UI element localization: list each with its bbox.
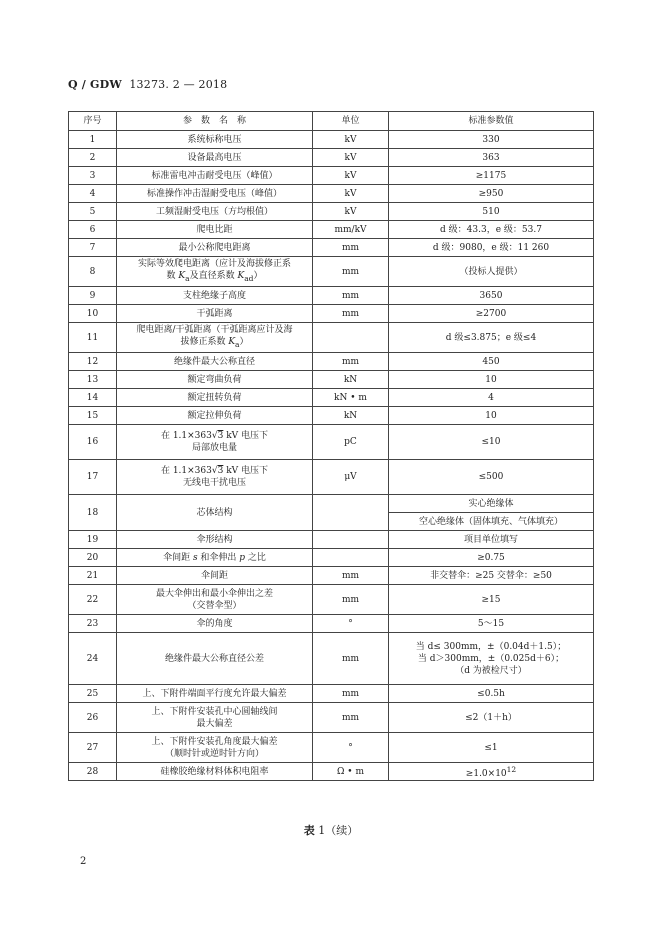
row-value: ≤1 (389, 733, 594, 763)
row-name: 最小公称爬电距离 (117, 239, 313, 257)
row-value: ≤0.5h (389, 685, 594, 703)
row-no: 17 (69, 460, 117, 495)
table-row (69, 239, 594, 257)
row-name-line2: 最大偏差 (196, 718, 233, 729)
row-name-text: kV 电压下 (223, 431, 269, 441)
symbol-k: K (178, 271, 186, 282)
row-no: 13 (69, 371, 117, 389)
row-name: 额定拉伸负荷 (117, 407, 313, 425)
row-no: 16 (69, 425, 117, 460)
row-unit: mm (313, 287, 389, 305)
standard-number: 13273. 2 — 2018 (129, 78, 228, 91)
symbol-k: K (228, 337, 236, 348)
row-value: 10 (389, 371, 594, 389)
row-name-text: ） (253, 271, 263, 282)
row-value: 450 (389, 353, 594, 371)
row-unit: mm (313, 567, 389, 585)
row-no: 14 (69, 389, 117, 407)
row-name: 伞的角度 (117, 615, 313, 633)
symbol-sub: a (235, 339, 240, 349)
row-name (117, 323, 313, 353)
row-unit: kV (313, 149, 389, 167)
row-value: 项目单位填写 (389, 531, 594, 549)
row-name (117, 257, 313, 287)
row-unit: μV (313, 460, 389, 495)
col-header-name: 参 数 名 称 (117, 112, 313, 131)
row-name: 额定弯曲负荷 (117, 371, 313, 389)
parameter-table (68, 111, 594, 781)
row-no: 24 (69, 633, 117, 685)
table-row (69, 353, 594, 371)
row-no: 22 (69, 585, 117, 615)
row-value: 3650 (389, 287, 594, 305)
row-name-line1: 上、下附件安装孔中心圆轴线间 (151, 706, 278, 717)
row-name: 标准雷电冲击耐受电压（峰值） (117, 167, 313, 185)
row-value: ≤10 (389, 425, 594, 460)
row-unit (313, 495, 389, 531)
row-no: 28 (69, 763, 117, 781)
table-row (69, 389, 594, 407)
row-name (117, 703, 313, 733)
row-name: 芯体结构 (117, 495, 313, 531)
row-no: 8 (69, 257, 117, 287)
row-no: 4 (69, 185, 117, 203)
table-row (69, 763, 594, 781)
row-unit: kV (313, 203, 389, 221)
row-unit: mm (313, 685, 389, 703)
row-unit: kN (313, 371, 389, 389)
row-name: 绝缘件最大公称直径公差 (117, 633, 313, 685)
row-name: 额定扭转负荷 (117, 389, 313, 407)
row-name-text: 和伞伸出 (197, 552, 240, 563)
row-name-line1: 实际等效爬电距离（应计及海拔修正系 (137, 259, 291, 270)
symbol-s: s (192, 552, 198, 563)
table-row (69, 185, 594, 203)
row-value: 363 (389, 149, 594, 167)
row-name-line1: 最大伞伸出和最小伞伸出之差 (155, 588, 273, 599)
row-no: 1 (69, 131, 117, 149)
table-row (69, 495, 594, 513)
row-value: 510 (389, 203, 594, 221)
row-value: ≤2（1＋h） (389, 703, 594, 733)
row-unit: pC (313, 425, 389, 460)
row-name: 伞形结构 (117, 531, 313, 549)
row-value-base: ≥1.0×10 (465, 768, 507, 779)
table-row (69, 407, 594, 425)
row-value-exponent: 12 (506, 764, 517, 774)
row-unit: kN (313, 407, 389, 425)
row-name: 硅橡胶绝缘材料体积电阻率 (117, 763, 313, 781)
col-header-value: 标准参数值 (389, 112, 594, 131)
row-value: ≥950 (389, 185, 594, 203)
table-row (69, 585, 594, 615)
caption-label: 表 (303, 824, 315, 837)
row-no: 2 (69, 149, 117, 167)
row-name (117, 549, 313, 567)
row-no: 6 (69, 221, 117, 239)
row-no: 7 (69, 239, 117, 257)
row-no: 5 (69, 203, 117, 221)
table-row (69, 323, 594, 353)
row-name: 上、下附件端面平行度允许最大偏差 (117, 685, 313, 703)
row-no: 23 (69, 615, 117, 633)
row-value: ≥2700 (389, 305, 594, 323)
row-no: 3 (69, 167, 117, 185)
row-value: 10 (389, 407, 594, 425)
row-name (117, 733, 313, 763)
row-unit: mm (313, 703, 389, 733)
row-value-line1: 当 d≤ 300mm，±（0.04d＋1.5）； (415, 641, 567, 652)
row-name-text: 伞间距 (163, 552, 193, 563)
row-value: ≥0.75 (389, 549, 594, 567)
row-unit (313, 531, 389, 549)
row-name-text: 在 1.1×363 (160, 466, 212, 476)
table-row (69, 531, 594, 549)
row-name: 系统标称电压 (117, 131, 313, 149)
symbol-k: K (237, 271, 245, 282)
table-row (69, 167, 594, 185)
table-row (69, 460, 594, 495)
row-value: （投标人提供） (389, 257, 594, 287)
row-name: 干弧距离 (117, 305, 313, 323)
row-value: 空心绝缘体（固体填充、气体填充） (389, 513, 594, 531)
row-name-line1: 爬电距离/干弧距离（干弧距离应计及海 (136, 325, 293, 336)
row-no: 18 (69, 495, 117, 531)
row-name-text: 之比 (245, 552, 266, 563)
table-row (69, 633, 594, 685)
row-no: 12 (69, 353, 117, 371)
table-row (69, 549, 594, 567)
row-unit: kV (313, 131, 389, 149)
row-value: d 级：43.3，e 级：53.7 (389, 221, 594, 239)
row-value: ≥15 (389, 585, 594, 615)
table-row (69, 131, 594, 149)
row-name-text: kV 电压下 (223, 466, 269, 476)
sqrt-radicand: 3 (217, 431, 224, 441)
table-row (69, 221, 594, 239)
row-name-line2: （顺时针或逆时针方向） (164, 748, 264, 759)
table-row (69, 203, 594, 221)
row-value: 实心绝缘体 (389, 495, 594, 513)
row-value: 330 (389, 131, 594, 149)
row-no: 26 (69, 703, 117, 733)
row-unit (313, 549, 389, 567)
row-name: 在 1.1×363√3 kV 电压下 无线电干扰电压 (117, 460, 313, 495)
row-unit: kV (313, 167, 389, 185)
col-header-unit: 单位 (313, 112, 389, 131)
row-name-line2: 局部放电量 (191, 443, 237, 453)
row-no: 25 (69, 685, 117, 703)
row-unit: kV (313, 185, 389, 203)
row-unit: kN • m (313, 389, 389, 407)
row-name: 工频湿耐受电压（方均根值） (117, 203, 313, 221)
table-header-row (69, 112, 594, 131)
row-name-text: 数 (166, 271, 179, 282)
row-no: 15 (69, 407, 117, 425)
table-row (69, 615, 594, 633)
row-name-text: 拔修正系数 (180, 337, 229, 348)
table-row (69, 703, 594, 733)
row-value: ≥1175 (389, 167, 594, 185)
row-name-line2: （交替伞型） (187, 600, 242, 611)
table-row (69, 371, 594, 389)
row-name: 设备最高电压 (117, 149, 313, 167)
table-row (69, 287, 594, 305)
page-number: 2 (80, 856, 87, 867)
document-code (68, 78, 227, 91)
symbol-sub: ad (244, 273, 254, 283)
table-caption (0, 822, 662, 838)
row-value-line2: 当 d＞300mm，±（0.025d＋6）； (417, 653, 565, 664)
row-value (389, 763, 594, 781)
row-name-text: 及直径系数 (189, 271, 238, 282)
row-value: 非交替伞：≥25 交替伞：≥50 (389, 567, 594, 585)
table-row (69, 733, 594, 763)
row-unit (313, 323, 389, 353)
row-unit: mm (313, 305, 389, 323)
row-unit: mm (313, 353, 389, 371)
row-value (389, 633, 594, 685)
caption-text: 1（续） (314, 824, 359, 837)
row-value: ≤500 (389, 460, 594, 495)
row-value: 5～15 (389, 615, 594, 633)
row-name-line1: 上、下附件安装孔角度最大偏差 (151, 736, 278, 747)
row-no: 9 (69, 287, 117, 305)
row-no: 19 (69, 531, 117, 549)
row-unit: mm (313, 239, 389, 257)
symbol-p: p (239, 552, 246, 563)
row-unit: mm (313, 585, 389, 615)
row-name-line2: 无线电干扰电压 (182, 478, 246, 488)
symbol-sub: a (185, 273, 190, 283)
table-row (69, 567, 594, 585)
row-value: 4 (389, 389, 594, 407)
row-unit: Ω • m (313, 763, 389, 781)
row-no: 10 (69, 305, 117, 323)
table-row (69, 685, 594, 703)
sqrt-radicand: 3 (217, 466, 224, 476)
standard-prefix: Q / GDW (68, 78, 122, 91)
row-unit: mm/kV (313, 221, 389, 239)
row-value: d 级≤3.875；e 级≤4 (389, 323, 594, 353)
row-name: 支柱绝缘子高度 (117, 287, 313, 305)
row-no: 20 (69, 549, 117, 567)
table-row (69, 425, 594, 460)
row-name: 爬电比距 (117, 221, 313, 239)
row-unit: ° (313, 733, 389, 763)
row-unit: mm (313, 633, 389, 685)
col-header-no: 序号 (69, 112, 117, 131)
row-no: 27 (69, 733, 117, 763)
row-name: 伞间距 (117, 567, 313, 585)
table-row (69, 257, 594, 287)
row-name: 绝缘件最大公称直径 (117, 353, 313, 371)
row-name-text: 在 1.1×363 (160, 431, 212, 441)
row-unit: ° (313, 615, 389, 633)
row-name-text: ） (239, 337, 249, 348)
row-unit: mm (313, 257, 389, 287)
table-row (69, 305, 594, 323)
row-name (117, 585, 313, 615)
row-name: 在 1.1×363√3 kV 电压下 局部放电量 (117, 425, 313, 460)
row-value-line3: （d 为被检尺寸） (455, 665, 527, 676)
row-value: d 级：9080，e 级：11 260 (389, 239, 594, 257)
row-name: 标准操作冲击湿耐受电压（峰值） (117, 185, 313, 203)
table-row (69, 149, 594, 167)
row-no: 21 (69, 567, 117, 585)
row-no: 11 (69, 323, 117, 353)
